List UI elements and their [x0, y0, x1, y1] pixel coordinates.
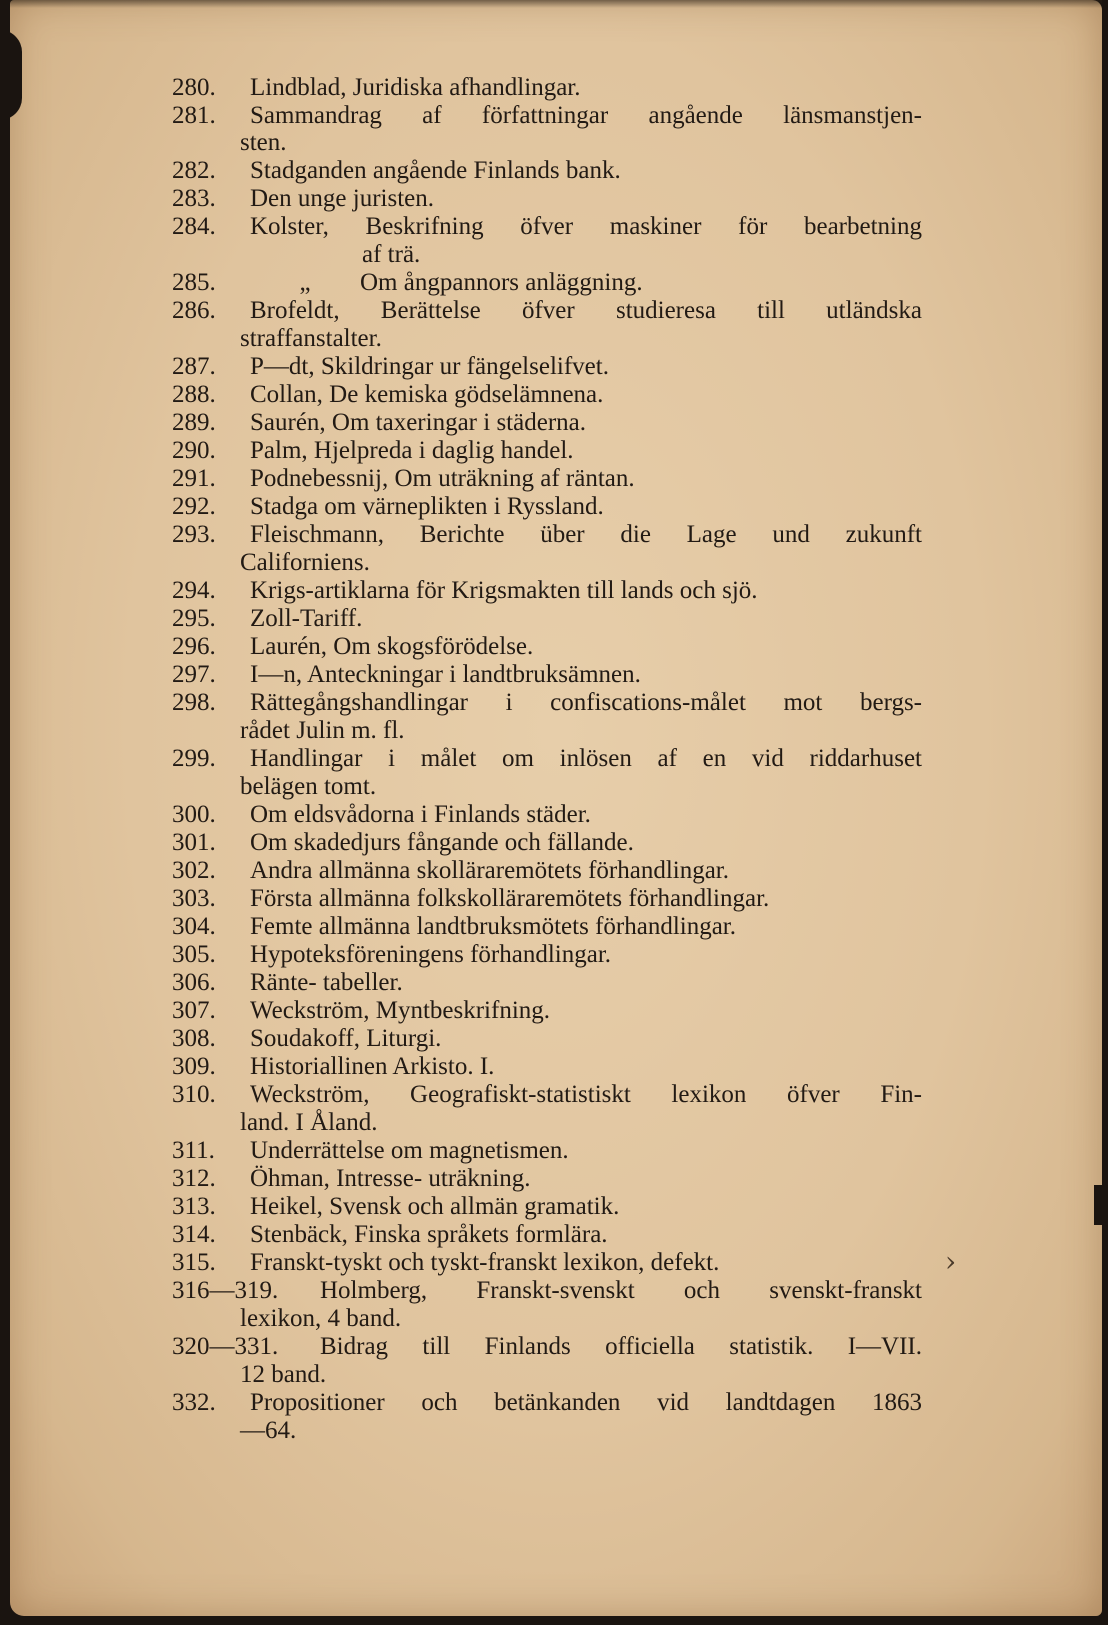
- entry-number: 304.: [172, 913, 216, 940]
- entry-continuation-text: Californiens.: [240, 549, 370, 576]
- entry-title: Palm, Hjelpreda i daglig handel.: [250, 437, 574, 464]
- entry-title: Andra allmänna skolläraremötets förhandlingar.: [250, 857, 730, 884]
- entry-number: 287.: [172, 353, 216, 380]
- entry-title: Om skadedjurs fångande och fällande.: [250, 829, 634, 856]
- entry-title: [250, 269, 922, 297]
- entry-title: Femte allmänna landtbruksmötets förhandlingar.: [250, 913, 736, 940]
- entry-title: Weckström, Geografiskt-statistiskt lexikon öfver Fin-: [250, 1081, 922, 1108]
- entry-number: 298.: [172, 689, 216, 716]
- entry-number: 290.: [172, 437, 216, 464]
- entry-number: 281.: [172, 102, 216, 129]
- entry-title: Stadganden angående Finlands bank.: [250, 157, 621, 184]
- entry-number: 282.: [172, 157, 216, 184]
- entry-number: 306.: [172, 969, 216, 996]
- entry-title-text: Om ångpannors anläggning.: [360, 269, 643, 296]
- entry-title: Franskt-tyskt och tyskt-franskt lexikon, defekt.: [250, 1249, 720, 1276]
- entry-title: Handlingar i målet om inlösen af en vid riddarhuset: [250, 745, 922, 772]
- entry-continuation-text: 12 band.: [240, 1361, 327, 1388]
- entry-title: Weckström, Myntbeskrifning.: [250, 997, 551, 1024]
- entry-title: Den unge juristen.: [250, 185, 434, 212]
- entry-title: Kolster, Beskrifning öfver maskiner för bearbetning: [250, 213, 922, 240]
- entry-title: Första allmänna folkskolläraremötets förhandlingar.: [250, 885, 770, 912]
- entry-continuation-text: belägen tomt.: [240, 773, 377, 800]
- entry-number: 283.: [172, 185, 216, 212]
- entry-title: Bidrag till Finlands officiella statistik. I—VII.: [320, 1333, 922, 1360]
- entry-number: 291.: [172, 465, 216, 492]
- entry-title: P—dt, Skildringar ur fängelselifvet.: [250, 353, 609, 380]
- entry-number: 310.: [172, 1081, 216, 1108]
- margin-bracket-mark: ›: [945, 1245, 957, 1278]
- entry-number: 314.: [172, 1221, 216, 1248]
- entry-number: 294.: [172, 577, 216, 604]
- entry-title: Om eldsvådorna i Finlands städer.: [250, 801, 591, 828]
- entry-number: 295.: [172, 605, 216, 632]
- entry-title: Lindblad, Juridiska afhandlingar.: [250, 74, 581, 101]
- entry-number: 300.: [172, 801, 216, 828]
- entry-number: 286.: [172, 297, 216, 324]
- entry-title: Öhman, Intresse- uträkning.: [250, 1165, 531, 1192]
- entry-number: 284.: [172, 213, 216, 240]
- entry-number: 332.: [172, 1389, 216, 1416]
- entry-number: 315.: [172, 1249, 216, 1276]
- entry-title: Podnebessnij, Om uträkning af räntan.: [250, 465, 635, 492]
- entry-continuation-text: —64.: [240, 1417, 297, 1444]
- entry-number: 301.: [172, 829, 216, 856]
- entry-title: Sammandrag af författningar angående länsmanstjen-: [250, 102, 922, 129]
- entry-title: Underrättelse om magnetismen.: [250, 1137, 569, 1164]
- entry-continuation-text: land. I Åland.: [240, 1109, 378, 1136]
- entry-title: I—n, Anteckningar i landtbruksämnen.: [250, 661, 641, 688]
- entry-title: Heikel, Svensk och allmän gramatik.: [250, 1193, 620, 1220]
- entry-continuation-text: af trä.: [362, 241, 421, 268]
- entry-number: 289.: [172, 409, 216, 436]
- entry-title: Stenbäck, Finska språkets formlära.: [250, 1221, 608, 1248]
- entry-title: Historiallinen Arkisto. I.: [250, 1053, 495, 1080]
- entry-title: Fleischmann, Berichte über die Lage und zukunft: [250, 521, 922, 548]
- entry-number: 288.: [172, 381, 216, 408]
- entry-title: Krigs-artiklarna för Krigsmakten till lands och sjö.: [250, 577, 758, 604]
- entry-number: 307.: [172, 997, 216, 1024]
- entry-title: Stadga om värneplikten i Ryssland.: [250, 493, 604, 520]
- ditto-mark: „: [299, 269, 311, 296]
- entry-number: 297.: [172, 661, 216, 688]
- entry-continuation-text: sten.: [240, 129, 287, 156]
- entry-number: 309.: [172, 1053, 216, 1080]
- entry-title: Holmberg, Franskt-svenskt och svenskt-franskt: [320, 1277, 922, 1304]
- entry-title: Laurén, Om skogsförödelse.: [250, 633, 534, 660]
- entry-number: 299.: [172, 745, 216, 772]
- entry-title: Collan, De kemiska gödselämnena.: [250, 381, 604, 408]
- entry-number: 280.: [172, 74, 216, 101]
- entry-number: 305.: [172, 941, 216, 968]
- entry-title: Ränte- tabeller.: [250, 969, 403, 996]
- entry-title: Saurén, Om taxeringar i städerna.: [250, 409, 586, 436]
- entry-title: Hypoteksföreningens förhandlingar.: [250, 941, 612, 968]
- entry-number: 285.: [172, 269, 216, 296]
- entry-continuation-text: straffanstalter.: [240, 325, 382, 352]
- entry-number: 302.: [172, 857, 216, 884]
- entry-number: 312.: [172, 1165, 216, 1192]
- entry-title: Propositioner och betänkanden vid landtdagen 1863: [250, 1389, 922, 1416]
- entry-number: 292.: [172, 493, 216, 520]
- entry-number: 313.: [172, 1193, 216, 1220]
- entry-number: 308.: [172, 1025, 216, 1052]
- entry-title: Brofeldt, Berättelse öfver studieresa till utländska: [250, 297, 922, 324]
- entry-number: 303.: [172, 885, 216, 912]
- entry-number: 293.: [172, 521, 216, 548]
- entry-title: Rättegångshandlingar i confiscations-målet mot bergs-: [250, 689, 922, 716]
- entry-number: 320—331.: [172, 1333, 279, 1360]
- entry-continuation-text: lexikon, 4 band.: [240, 1305, 402, 1332]
- entry-number: 311.: [172, 1137, 215, 1164]
- entry-title: Zoll-Tariff.: [250, 605, 363, 632]
- entry-number: 296.: [172, 633, 216, 660]
- entry-continuation-text: rådet Julin m. fl.: [240, 717, 405, 744]
- entry-number: 316—319.: [172, 1277, 279, 1304]
- entry-title: Soudakoff, Liturgi.: [250, 1025, 442, 1052]
